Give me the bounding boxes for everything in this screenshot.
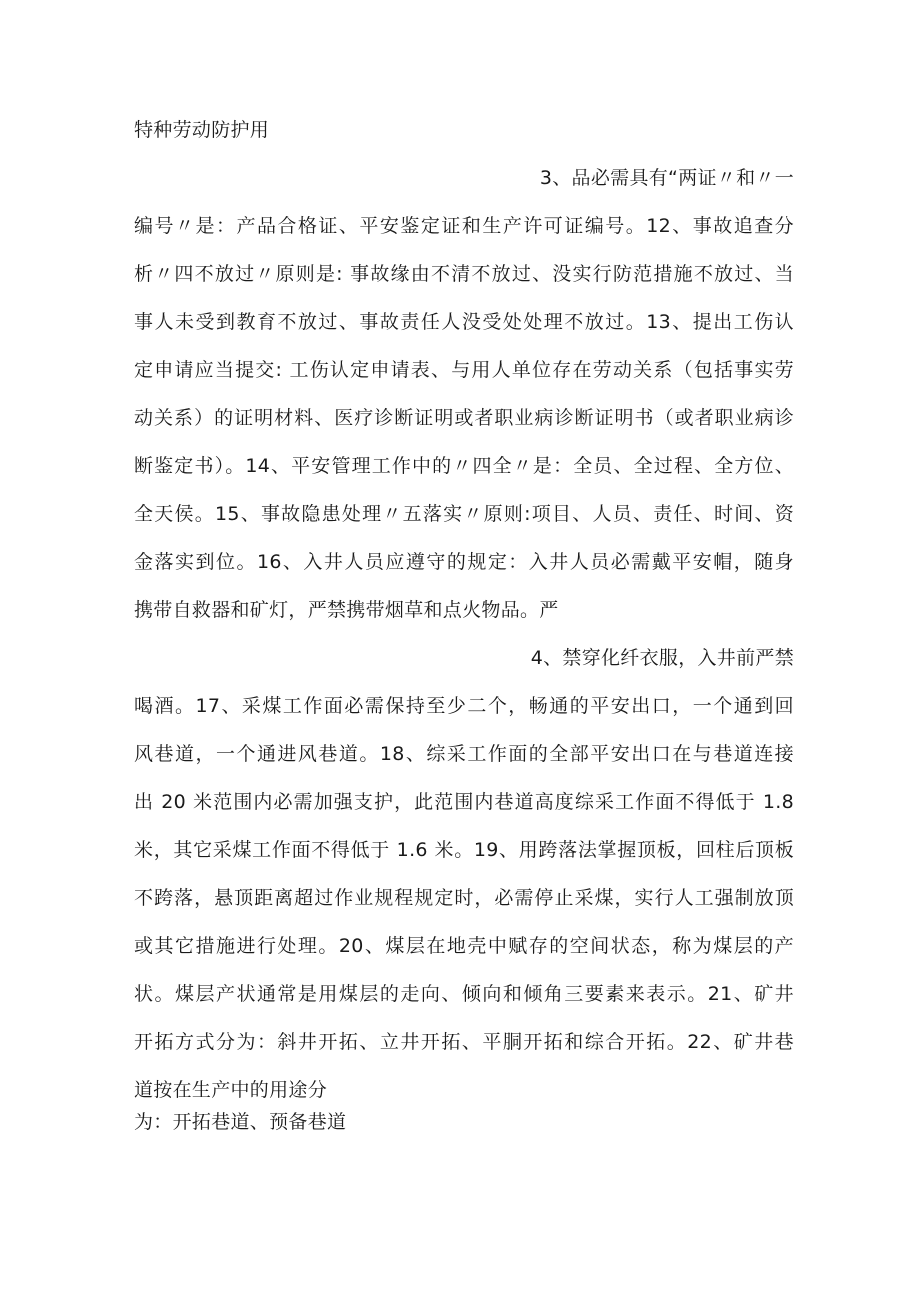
text-line-5: 事人未受到教育不放过、事故责任人没受处处理不放过。13、提出工伤认 [134,311,794,333]
text-line-17: 不跨落，悬顶距离超过作业规程规定时，必需停止采煤，实行人工强制放顶 [134,887,794,909]
text-line-14: 风巷道，一个通进风巷道。18、综采工作面的全部平安出口在与巷道连接 [134,743,794,765]
text-line-16: 米，其它采煤工作面不得低于 1.6 米。19、用跨落法掌握顶板，回柱后顶板 [134,839,794,861]
text-line-20: 开拓方式分为：斜井开拓、立井开拓、平胴开拓和综合开拓。22、矿井巷 [134,1031,794,1053]
text-line-7: 动关系）的证明材料、医疗诊断证明或者职业病诊断证明书（或者职业病诊 [134,407,794,429]
text-line-6: 定申请应当提交: 工伤认定申请表、与用人单位存在劳动关系（包括事实劳 [134,359,794,381]
text-line-4: 析〃四不放过〃原则是: 事故缘由不清不放过、没实行防范措施不放过、当 [134,263,794,285]
text-line-3: 编号〃是：产品合格证、平安鉴定证和生产许可证编号。12、事故追查分 [134,215,794,237]
text-line-12: 4、禁穿化纤衣服，入井前严禁 [530,647,794,669]
text-line-10: 金落实到位。16、入井人员应遵守的规定：入井人员必需戴平安帽，随身 [134,551,794,573]
text-line-18: 或其它措施进行处理。20、煤层在地壳中赋存的空间状态，称为煤层的产 [134,935,794,957]
text-line-13: 喝酒。17、采煤工作面必需保持至少二个，畅通的平安出口，一个通到回 [134,695,794,717]
text-line-22: 为：开拓巷道、预备巷道 [134,1111,347,1133]
text-line-9: 全天侯。15、事故隐患处理〃五落实〃原则:项目、人员、责任、时间、资 [134,503,794,525]
text-line-2: 3、品必需具有“两证〃和〃一 [539,167,794,189]
text-line-11: 携带自救器和矿灯，严禁携带烟草和点火物品。严 [134,599,559,621]
text-line-15: 出 20 米范围内必需加强支护，此范围内巷道高度综采工作面不得低于 1.8 [134,791,794,813]
text-line-21: 道按在生产中的用途分 [134,1079,328,1101]
text-line-8: 断鉴定书）。14、平安管理工作中的〃四全〃是：全员、全过程、全方位、 [134,455,794,477]
text-line-19: 状。煤层产状通常是用煤层的走向、倾向和倾角三要素来表示。21、矿井 [134,983,794,1005]
text-line-1: 特种劳动防护用 [134,119,270,141]
